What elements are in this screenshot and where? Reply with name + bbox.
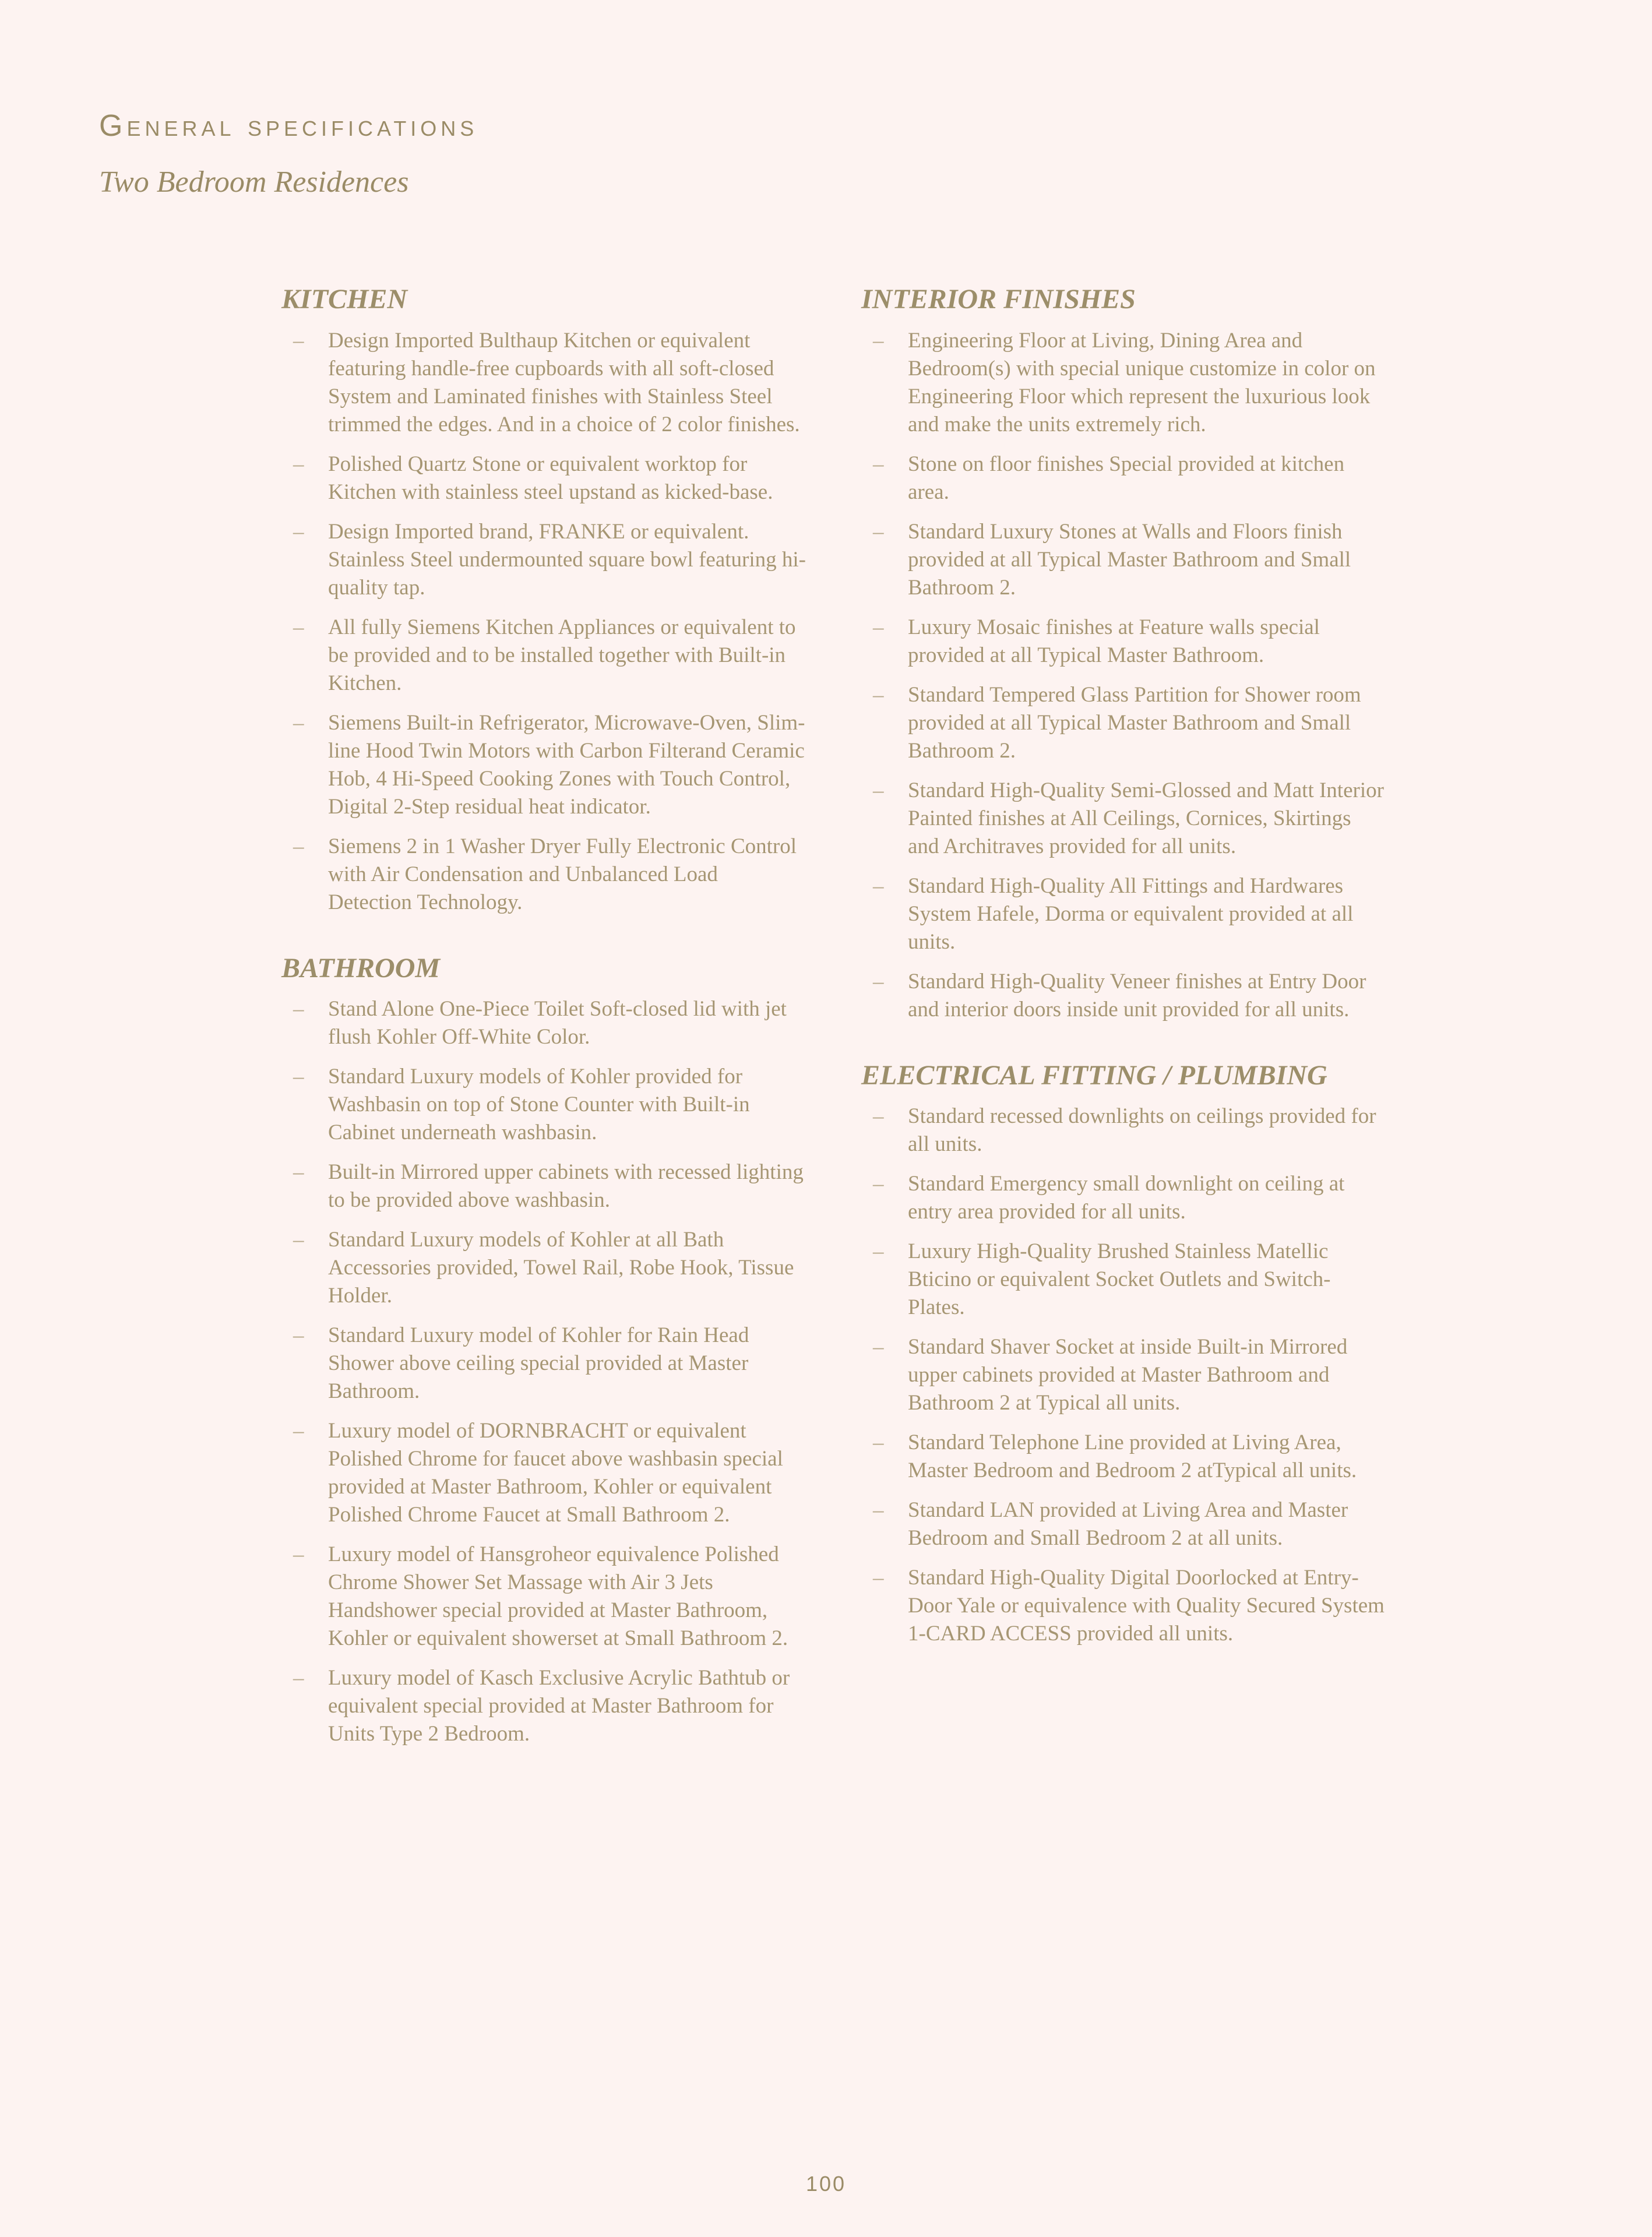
dash-bullet-icon: – xyxy=(873,519,884,544)
spec-item-text: Standard LAN provided at Living Area and Master Bedroom and Small Bedroom 2 at all units. xyxy=(908,1498,1348,1551)
dash-bullet-icon: – xyxy=(293,1666,304,1690)
spec-item xyxy=(861,1170,1386,1226)
dash-bullet-icon: – xyxy=(293,997,304,1021)
dash-bullet-icon: – xyxy=(873,1498,884,1523)
dash-bullet-icon: – xyxy=(873,328,884,353)
dash-bullet-icon: – xyxy=(873,1104,884,1129)
spec-item-text: Luxury Mosaic finishes at Feature walls special provided at all Typical Master Bathroom. xyxy=(908,615,1320,667)
spec-item xyxy=(861,872,1386,956)
dash-bullet-icon: – xyxy=(873,1566,884,1590)
dash-bullet-icon: – xyxy=(293,1542,304,1567)
spec-item-text: Engineering Floor at Living, Dining Area and Bedroom(s) with special unique customize in color on Engineering Floor which represent the luxurious look and make the units extremely rich. xyxy=(908,328,1376,436)
spec-item xyxy=(861,614,1386,670)
spec-item-text: Standard Luxury models of Kohler provided for Washbasin on top of Stone Counter with Built-in Cabinet underneath washbasin. xyxy=(328,1065,750,1145)
spec-item-text: Standard Shaver Socket at inside Built-in Mirrored upper cabinets provided at Master Bathroom and Bathroom 2 at Typical all units. xyxy=(908,1335,1348,1415)
dash-bullet-icon: – xyxy=(293,710,304,735)
spec-item xyxy=(281,1158,806,1214)
spec-item-text: Design Imported brand, FRANKE or equivalent. Stainless Steel undermounted square bowl featuring hi-quality tap. xyxy=(328,519,806,600)
spec-item-text: Luxury model of Kasch Exclusive Acrylic Bathtub or equivalent special provided at Master Bathroom for Units Type 2 Bedroom. xyxy=(328,1666,790,1746)
spec-item-text: Siemens 2 in 1 Washer Dryer Fully Electronic Control with Air Condensation and Unbalanced Load Detection Technology. xyxy=(328,834,797,914)
spec-item xyxy=(281,327,806,439)
dash-bullet-icon: – xyxy=(293,328,304,353)
dash-bullet-icon: – xyxy=(293,1323,304,1348)
spec-item xyxy=(281,614,806,697)
page-subheading: Two Bedroom Residences xyxy=(99,165,409,199)
spec-item-text: Standard Luxury model of Kohler for Rain Head Shower above ceiling special provided at Master Bathroom. xyxy=(328,1323,749,1404)
spec-item-text: Luxury model of DORNBRACHT or equivalent Polished Chrome for faucet above washbasin special provided at Master Bathroom, Kohler or equivalent Polished Chrome Faucet at Small Bathroom 2. xyxy=(328,1419,783,1527)
spec-item xyxy=(861,450,1386,506)
spec-item-text: Standard recessed downlights on ceilings provided for all units. xyxy=(908,1104,1376,1157)
spec-item-text: Standard High-Quality Veneer finishes at Entry Door and interior doors inside unit provided for all units. xyxy=(908,969,1366,1021)
spec-item xyxy=(281,1226,806,1310)
dash-bullet-icon: – xyxy=(873,1172,884,1196)
spec-item xyxy=(861,777,1386,861)
spec-item xyxy=(281,833,806,917)
spec-item xyxy=(281,1063,806,1147)
spec-item xyxy=(861,1429,1386,1485)
spec-item xyxy=(281,995,806,1051)
spec-item xyxy=(861,1496,1386,1552)
dash-bullet-icon: – xyxy=(293,834,304,858)
spec-item-text: Luxury High-Quality Brushed Stainless Matellic Bticino or equivalent Socket Outlets and Switch-Plates. xyxy=(908,1239,1331,1320)
spec-item-text: Stand Alone One-Piece Toilet Soft-closed lid with jet flush Kohler Off-White Color. xyxy=(328,997,787,1049)
spec-section xyxy=(281,283,806,917)
dash-bullet-icon: – xyxy=(873,682,884,707)
spec-item-text: Standard Emergency small downlight on ceiling at entry area provided for all units. xyxy=(908,1172,1345,1224)
dash-bullet-icon: – xyxy=(873,1431,884,1455)
left-column xyxy=(281,283,806,1783)
spec-item-text: Luxury model of Hansgroheor equivalence Polished Chrome Shower Set Massage with Air 3 Jets Handshower special provided at Master Bathroom, Kohler or equivalent showerset at Small Bathroom 2. xyxy=(328,1542,788,1651)
spec-item-text: Siemens Built-in Refrigerator, Microwave-Oven, Slim-line Hood Twin Motors with Carbon Filterand Ceramic Hob, 4 Hi-Speed Cooking Zones with Touch Control, Digital 2-Step residual heat indicator. xyxy=(328,710,805,819)
section-title: INTERIOR FINISHES xyxy=(861,284,1136,315)
dash-bullet-icon: – xyxy=(873,1239,884,1264)
spec-item-text: Standard High-Quality Digital Doorlocked at Entry-Door Yale or equivalence with Quality Secured System 1-CARD ACCESS provided all units. xyxy=(908,1566,1385,1646)
dash-bullet-icon: – xyxy=(873,452,884,476)
spec-item-text: Standard Luxury Stones at Walls and Floors finish provided at all Typical Master Bathroom and Small Bathroom 2. xyxy=(908,519,1351,600)
spec-item-text: Standard Tempered Glass Partition for Shower room provided at all Typical Master Bathroom and Small Bathroom 2. xyxy=(908,682,1361,763)
spec-item-text: Standard Luxury models of Kohler at all Bath Accessories provided, Towel Rail, Robe Hook, Tissue Holder. xyxy=(328,1228,794,1308)
spec-item xyxy=(861,1333,1386,1417)
spec-item-text: Built-in Mirrored upper cabinets with recessed lighting to be provided above washbasin. xyxy=(328,1160,804,1213)
page-number: 100 xyxy=(805,2172,847,2196)
spec-section xyxy=(281,952,806,1749)
spec-item xyxy=(281,518,806,602)
spec-section xyxy=(861,283,1386,1024)
dash-bullet-icon: – xyxy=(293,615,304,639)
dash-bullet-icon: – xyxy=(293,1065,304,1089)
spec-item xyxy=(861,1102,1386,1158)
spec-item xyxy=(281,1322,806,1405)
spec-item xyxy=(861,327,1386,439)
spec-item xyxy=(861,681,1386,765)
dash-bullet-icon: – xyxy=(873,778,884,802)
section-title: KITCHEN xyxy=(281,284,408,315)
section-title: BATHROOM xyxy=(281,952,441,984)
spec-item xyxy=(281,709,806,821)
spec-section xyxy=(861,1059,1386,1648)
spec-item xyxy=(861,1564,1386,1648)
page-heading: General specifications xyxy=(99,109,478,143)
spec-item xyxy=(281,450,806,506)
spec-item xyxy=(861,968,1386,1024)
dash-bullet-icon: – xyxy=(293,452,304,476)
dash-bullet-icon: – xyxy=(873,873,884,898)
spec-item-text: Standard High-Quality All Fittings and Hardwares System Hafele, Dorma or equivalent provided at all units. xyxy=(908,873,1354,954)
spec-item xyxy=(281,1664,806,1748)
dash-bullet-icon: – xyxy=(293,1419,304,1443)
spec-item-text: Standard High-Quality Semi-Glossed and Matt Interior Painted finishes at All Ceilings, Cornices, Skirtings and Architraves provided for all units. xyxy=(908,778,1384,858)
spec-item xyxy=(281,1417,806,1529)
spec-item xyxy=(281,1541,806,1653)
dash-bullet-icon: – xyxy=(873,1335,884,1359)
dash-bullet-icon: – xyxy=(293,1228,304,1252)
dash-bullet-icon: – xyxy=(293,519,304,544)
right-column xyxy=(861,283,1386,1683)
dash-bullet-icon: – xyxy=(293,1160,304,1185)
spec-item-text: Design Imported Bulthaup Kitchen or equivalent featuring handle-free cupboards with all soft-closed System and Laminated finishes with Stainless Steel trimmed the edges. And in a choice of 2 color finishes. xyxy=(328,328,800,436)
spec-item-text: All fully Siemens Kitchen Appliances or equivalent to be provided and to be installed together with Built-in Kitchen. xyxy=(328,615,796,695)
dash-bullet-icon: – xyxy=(873,969,884,994)
spec-item-text: Stone on floor finishes Special provided at kitchen area. xyxy=(908,452,1345,504)
spec-item-text: Polished Quartz Stone or equivalent worktop for Kitchen with stainless steel upstand as kicked-base. xyxy=(328,452,773,504)
spec-item xyxy=(861,1238,1386,1322)
spec-item xyxy=(861,518,1386,602)
dash-bullet-icon: – xyxy=(873,615,884,639)
section-title: ELECTRICAL FITTING / PLUMBING xyxy=(861,1059,1327,1091)
spec-item-text: Standard Telephone Line provided at Living Area, Master Bedroom and Bedroom 2 atTypical all units. xyxy=(908,1431,1357,1483)
